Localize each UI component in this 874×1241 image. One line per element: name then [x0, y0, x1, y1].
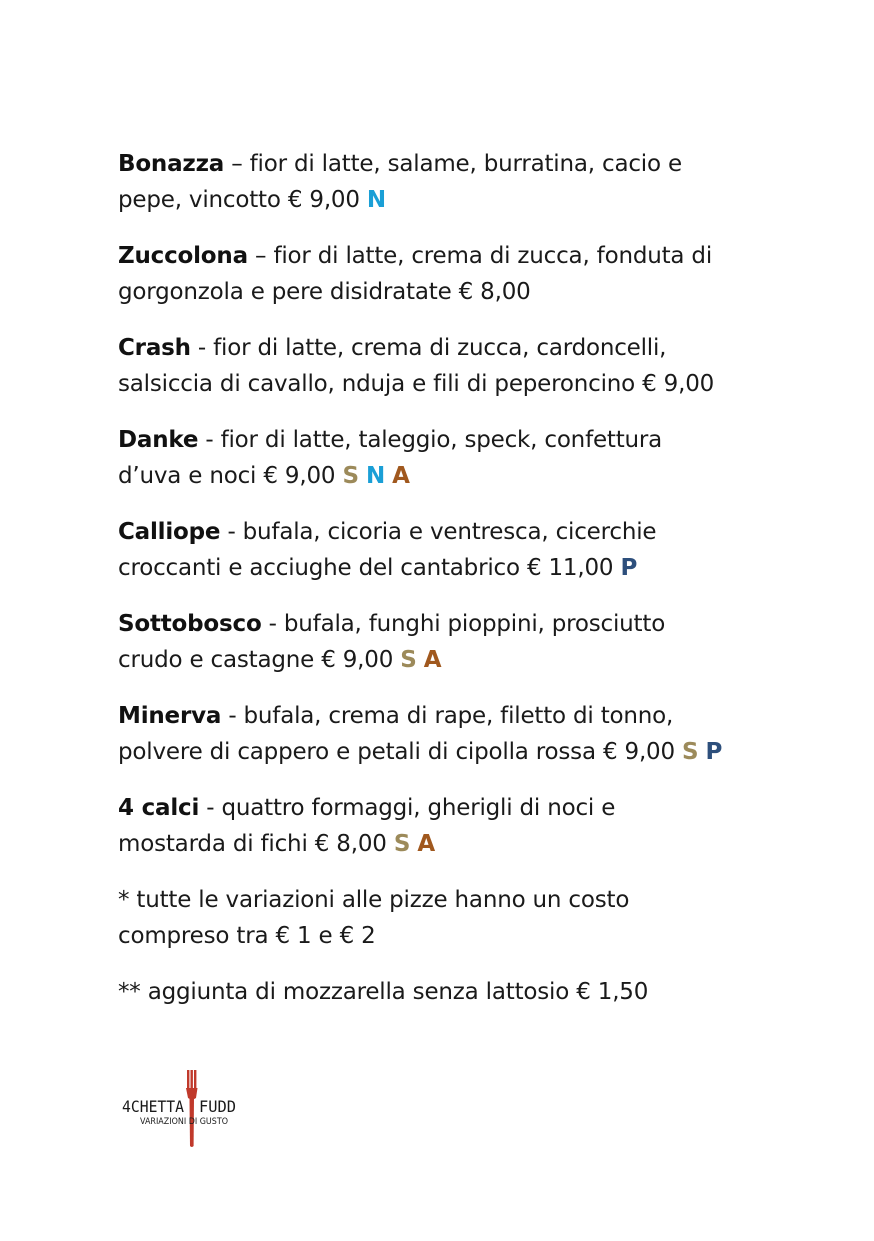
allergen-tag: P	[620, 555, 638, 581]
menu-item-line-1	[118, 146, 778, 182]
footnote	[118, 974, 778, 1010]
ingredients-text: fior di latte, crema di zucca, cardoncelli,	[213, 335, 667, 361]
fork-logo-icon	[120, 1068, 240, 1150]
menu-item-line-1	[118, 606, 778, 642]
allergen-tag: S	[682, 739, 699, 765]
allergen-tag: S	[400, 647, 417, 673]
menu-item-line-2	[118, 458, 778, 494]
ingredients-text: fior di latte, taleggio, speck, confettura	[220, 427, 663, 453]
footnote-line: compreso tra € 1 e € 2	[118, 923, 376, 949]
fork-icon	[186, 1070, 198, 1147]
allergen-tag: A	[392, 463, 410, 489]
menu-item-line-2	[118, 642, 778, 678]
name-separator: –	[247, 243, 274, 269]
allergen-tag: N	[366, 187, 386, 213]
menu-item-line-2	[118, 366, 778, 402]
footnote-line: * tutte le variazioni alle pizze hanno un costo	[118, 887, 630, 913]
allergen-tag: A	[423, 647, 442, 673]
ingredients-text: bufala, funghi pioppini, prosciutto	[283, 611, 666, 637]
pizza-name: Danke	[118, 427, 199, 453]
ingredients-text: bufala, crema di rape, filetto di tonno,	[243, 703, 674, 729]
ingredients-text: fior di latte, crema di zucca, fonduta di	[273, 243, 713, 269]
svg-text:4CHETTA: 4CHETTA	[122, 1097, 185, 1116]
ingredients-price-text: pepe, vincotto € 9,00	[118, 187, 360, 213]
footnote	[118, 882, 778, 954]
name-separator: –	[224, 151, 250, 177]
menu-item-line-2	[118, 182, 778, 218]
ingredients-price-text: polvere di cappero e petali di cipolla rossa € 9,00	[118, 739, 675, 765]
menu-item	[118, 698, 778, 770]
menu-item-line-2	[118, 550, 778, 586]
ingredients-price-text: d’uva e noci € 9,00	[118, 463, 336, 489]
pizza-name: Calliope	[118, 519, 221, 545]
ingredients-text: fior di latte, salame, burratina, cacio e	[249, 151, 682, 177]
menu-item	[118, 422, 778, 494]
menu-item	[118, 146, 778, 218]
pizza-name: Crash	[118, 335, 191, 361]
allergen-tag: S	[393, 831, 411, 857]
allergen-tag: N	[365, 463, 386, 489]
menu-item-line-1	[118, 422, 778, 458]
menu-item	[118, 514, 778, 586]
menu-item	[118, 330, 778, 402]
ingredients-price-text: crudo e castagne € 9,00	[118, 647, 394, 673]
menu-item-line-2	[118, 274, 778, 310]
name-separator: -	[199, 795, 222, 821]
ingredients-price-text: salsiccia di cavallo, nduja e fili di peperoncino € 9,00	[118, 371, 715, 397]
menu-list	[118, 146, 778, 1030]
name-separator: -	[190, 335, 214, 361]
allergen-tag: S	[342, 463, 359, 489]
pizza-name: Minerva	[118, 703, 222, 729]
menu-item-line-2	[118, 734, 778, 770]
restaurant-logo	[120, 1068, 240, 1150]
pizza-name: 4 calci	[118, 795, 200, 821]
name-separator: -	[198, 427, 221, 453]
ingredients-text: bufala, cicoria e ventresca, cicerchie	[242, 519, 657, 545]
svg-text:VARIAZIONI DI GUSTO: VARIAZIONI DI GUSTO	[140, 1117, 229, 1127]
menu-item-line-1	[118, 698, 778, 734]
allergen-tag: A	[417, 831, 435, 857]
menu-item-line-1	[118, 790, 778, 826]
allergen-tag: P	[705, 739, 723, 765]
pizza-name: Zuccolona	[118, 243, 248, 269]
ingredients-price-text: mostarda di fichi € 8,00	[118, 831, 387, 857]
name-separator: -	[220, 519, 243, 545]
menu-item-line-1	[118, 330, 778, 366]
ingredients-price-text: gorgonzola e pere disidratate € 8,00	[118, 279, 531, 305]
pizza-name: Bonazza	[118, 151, 225, 177]
svg-text:FUDD: FUDD	[199, 1097, 236, 1116]
menu-item	[118, 238, 778, 310]
pizza-name: Sottobosco	[118, 611, 262, 637]
name-separator: -	[261, 611, 284, 637]
menu-item-line-2	[118, 826, 778, 862]
menu-item	[118, 790, 778, 862]
ingredients-text: quattro formaggi, gherigli di noci e	[221, 795, 616, 821]
menu-item-line-1	[118, 238, 778, 274]
name-separator: -	[221, 703, 244, 729]
ingredients-price-text: croccanti e acciughe del cantabrico € 11,00	[118, 555, 614, 581]
menu-item	[118, 606, 778, 678]
footnote-line: ** aggiunta di mozzarella senza lattosio € 1,50	[118, 979, 649, 1005]
menu-item-line-1	[118, 514, 778, 550]
